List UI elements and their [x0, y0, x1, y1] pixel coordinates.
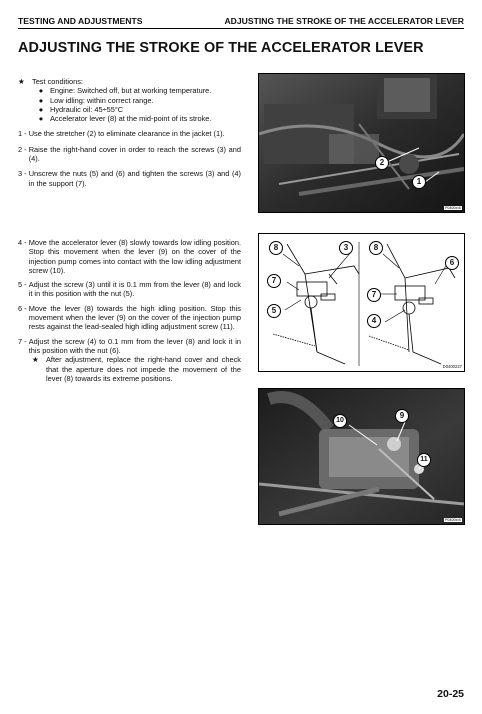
- note: [32, 355, 241, 383]
- callout-10: 10: [333, 414, 347, 428]
- engine-photo-1-image: [259, 74, 464, 212]
- linkage-diagram: [258, 233, 465, 372]
- star-icon: ★: [32, 355, 39, 365]
- page-title: ADJUSTING THE STROKE OF THE ACCELERATOR LEVER: [18, 40, 424, 56]
- engine-photo-2-image: [259, 389, 464, 524]
- header-section: TESTING AND ADJUSTMENTS: [18, 16, 143, 26]
- callout-4: 4: [367, 314, 381, 328]
- callout-9: 9: [395, 409, 409, 423]
- test-conditions-label: Test conditions:: [32, 77, 83, 86]
- callout-7-right: 7: [367, 288, 381, 302]
- header-topic: ADJUSTING THE STROKE OF THE ACCELERATOR LEVER: [224, 16, 464, 26]
- callout-8-right: 8: [369, 241, 383, 255]
- step-6: 6 - Move the lever (8) towards the high idling position. Stop this movement when the lever (9) on the cover of the injection pump rests against the lead-sealed high idling adjustment screw (11).: [18, 303, 241, 332]
- linkage-diagram-drawing: [259, 234, 464, 371]
- callout-3: 3: [339, 241, 353, 255]
- note-text: After adjustment, replace the right-hand cover and check that the aperture does not impede the movement of the lever (8) towards its extreme positions.: [46, 355, 241, 383]
- callout-2: 2: [375, 156, 389, 170]
- step-3: 3 - Unscrew the nuts (5) and (6) and tighten the screws (3) and (4) in the support (7).: [18, 169, 241, 188]
- step-2: 2 - Raise the right-hand cover in order to reach the screws (3) and (4).: [18, 144, 241, 164]
- list-item: ● Engine: Switched off, but at working temperature.: [32, 86, 241, 95]
- bullet-icon: ●: [38, 86, 44, 96]
- steps-block: [18, 238, 241, 383]
- bullet-icon: ●: [38, 104, 44, 114]
- engine-photo-1: [258, 73, 465, 213]
- callout-5: 5: [267, 304, 281, 318]
- list-item: ● Low idling: within correct range.: [32, 96, 241, 105]
- callout-7-left: 7: [267, 274, 281, 288]
- step-4: 4 - Move the accelerator lever (8) slowly towards low idling position. Stop this movement when the lever (9) on the cover of the injection pump comes into contact with the low idling adjustment screw (10).: [18, 238, 241, 275]
- star-icon: ★: [18, 77, 25, 86]
- callout-11: 11: [417, 453, 431, 467]
- list-item: ● Hydraulic oil: 45÷55°C: [32, 105, 241, 114]
- test-conditions-block: [18, 77, 241, 188]
- bullet-icon: ●: [38, 114, 44, 124]
- step-5: 5 - Adjust the screw (3) until it is 0.1 mm from the lever (8) and lock it in this position with the nut (5).: [18, 280, 241, 299]
- callout-6: 6: [445, 256, 459, 270]
- page-header: [18, 14, 464, 29]
- diagram-code: D0400227: [442, 364, 462, 369]
- bullet-icon: ●: [38, 95, 44, 105]
- engine-photo-2: [258, 388, 465, 525]
- list-item: ● Accelerator lever (8) at the mid-point of its stroke.: [32, 114, 241, 123]
- photo-1-code: P0400xx0: [445, 206, 461, 210]
- callout-8-left: 8: [269, 241, 283, 255]
- callout-1: 1: [412, 175, 426, 189]
- test-conditions-heading: [18, 77, 241, 86]
- photo-2-code: P0400xx0: [445, 518, 461, 522]
- page-number: 20-25: [437, 688, 464, 700]
- step-1: 1 - Use the stretcher (2) to eliminate clearance in the jacket (1).: [18, 129, 225, 139]
- step-7: 7 - Adjust the screw (4) to 0.1 mm from the lever (8) and lock it in this position with the nut (6).: [18, 336, 241, 355]
